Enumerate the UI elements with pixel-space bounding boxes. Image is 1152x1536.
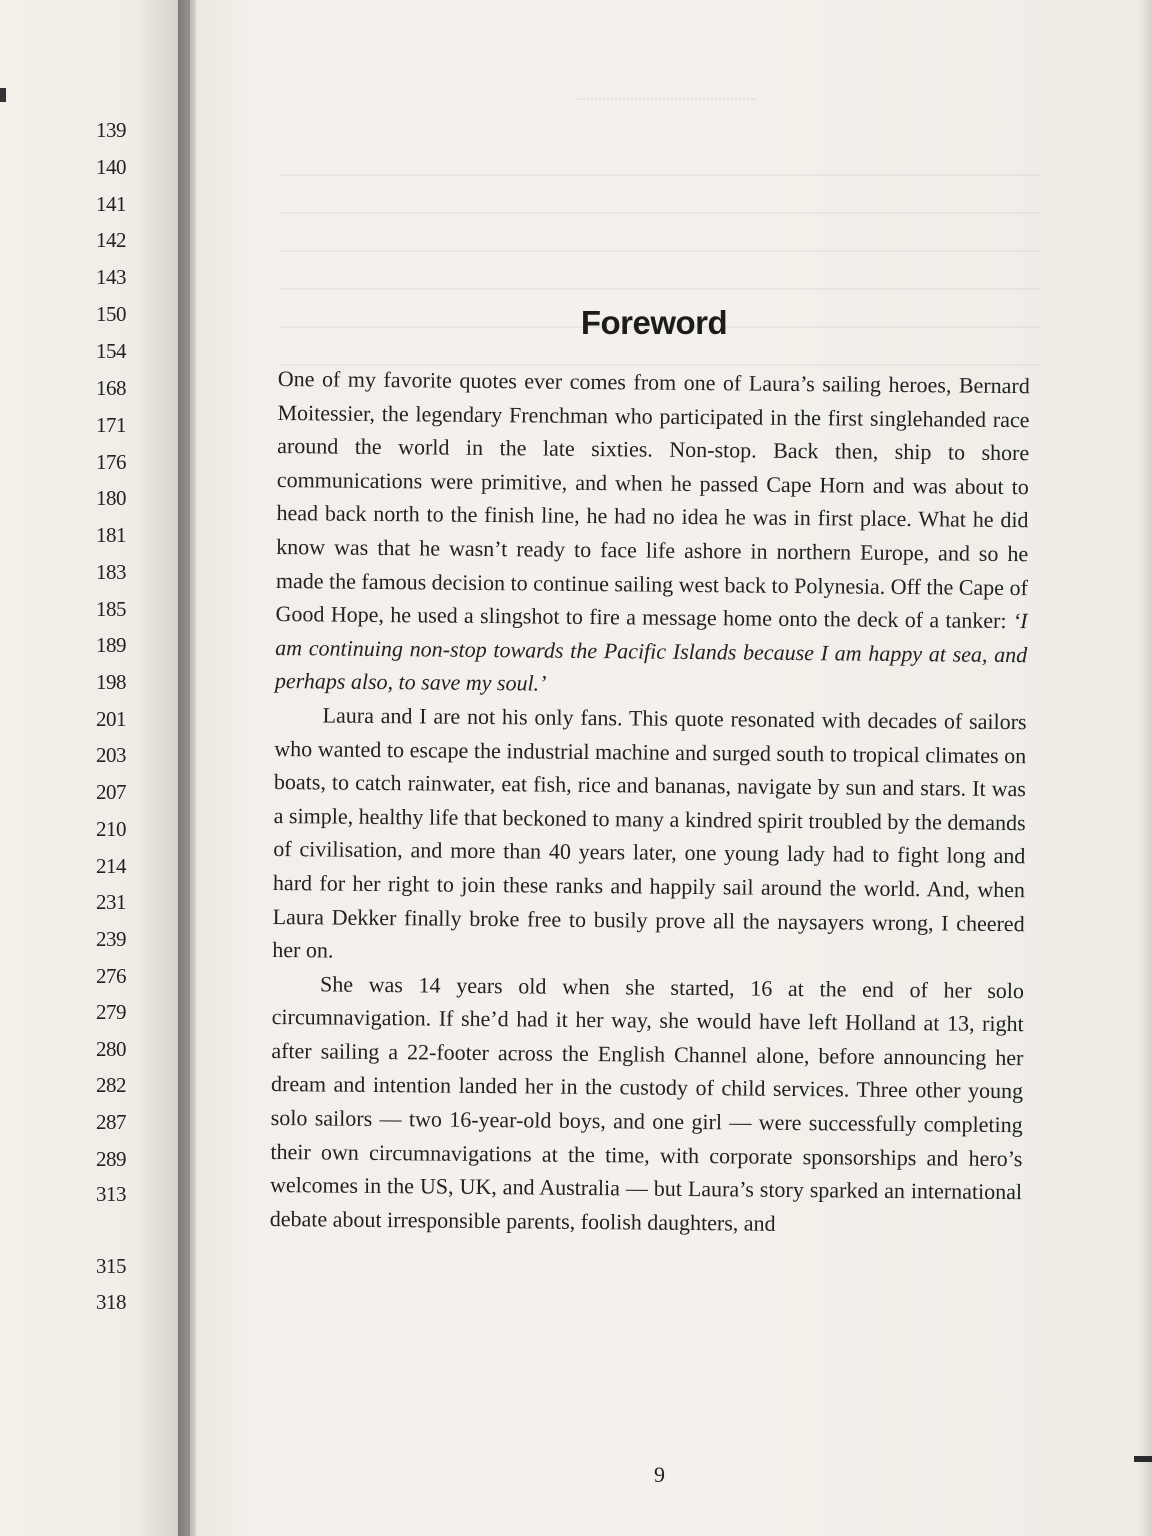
bleed-through-text: [280, 150, 1040, 378]
toc-page-number: 280: [96, 1037, 126, 1061]
toc-page-number: 176: [96, 450, 126, 474]
toc-page-number: 180: [96, 486, 126, 510]
toc-page-number: 171: [96, 413, 126, 437]
toc-page-number: 154: [96, 339, 126, 363]
toc-page-number: 141: [96, 192, 126, 216]
paragraph-1: [275, 362, 1030, 705]
toc-page-number: 315: [96, 1254, 126, 1278]
toc-page-number: 201: [96, 707, 126, 731]
toc-page-number: 207: [96, 780, 126, 804]
toc-page-number: 143: [96, 265, 126, 289]
toc-page-number: 282: [96, 1073, 126, 1097]
toc-page-number: 189: [96, 633, 126, 657]
toc-page-number: 140: [96, 155, 126, 179]
chapter-title: Foreword: [580, 304, 728, 342]
toc-page-number: 313: [96, 1182, 126, 1206]
toc-page-number: 139: [96, 118, 126, 142]
toc-page-number: 198: [96, 670, 126, 694]
moitessier-quote: ‘I am continuing non-stop towards the Pacific Islands because I am happy at sea, and perhaps also, to save my soul.’: [274, 608, 1028, 696]
toc-page-number: 168: [96, 376, 126, 400]
toc-page-number: 214: [96, 854, 126, 878]
toc-page-number: 289: [96, 1147, 126, 1171]
toc-page-number: 142: [96, 228, 126, 252]
paragraph-2: Laura and I are not his only fans. This quote resonated with decades of sailors who wanted to escape the industrial machine and surged south to tropical climates on boats, to catch rainwater, eat fish, rice and bananas, navigate by sun and stars. It was a simple, healthy life that beckoned to many a kindred spirit troubled by the demands of civilisation, and more than 40 years later, one young lady had to fight long and hard for her right to join these ranks and happily sail around the world. And, when Laura Dekker finally broke free to busily prove all the naysayers wrong, I cheered her on.: [272, 702, 1027, 963]
bleed-through-running-head: [576, 88, 756, 100]
toc-page-number: 181: [96, 523, 126, 547]
toc-page-number: 318: [96, 1290, 126, 1314]
toc-page-number: 203: [96, 743, 126, 767]
toc-page-number: 183: [96, 560, 126, 584]
paragraph-1-text: One of my favorite quotes ever comes from one of Laura’s sailing heroes, Bernard Moitessier, the legendary Frenchman who participated in the first singlehanded race around the world in the late sixties. Non-stop. Back then, ship to shore communications were primitive, and when he passed Cape Horn and was about to head back north to the finish line, he had no idea he was in first place. What he did know was that he wasn’t ready to face life ashore in northern Europe, and so he made the famous decision to continue sailing west back to Polynesia. Off the Cape of Good Hope, he used a slingshot to fire a message home onto the deck of a tanker:: [275, 365, 1030, 634]
toc-page-number: 239: [96, 927, 126, 951]
toc-page-number: 276: [96, 964, 126, 988]
toc-page-number: 231: [96, 890, 126, 914]
toc-page-number: 150: [96, 302, 126, 326]
toc-page-number: 210: [96, 817, 126, 841]
toc-page-number: 279: [96, 1000, 126, 1024]
page-number: 9: [654, 1462, 665, 1487]
toc-page-number: 287: [96, 1110, 126, 1134]
toc-page-number: 185: [96, 597, 126, 621]
paragraph-3: She was 14 years old when she started, 16 at the end of her solo circumnavigation. If she’d had it her way, she would have left Holland at 13, right after sailing a 22-footer across the English Channel alone, before announcing her dream and intention landed her in the custody of child services. Three other young solo sailors — two 16-year-old boys, and one girl — were successfully completing their own circumnavigations at the time, with corporate sponsorships and hero’s welcomes in the US, UK, and Australia — but Laura’s story sparked an international debate about irresponsible parents, foolish daughters, and: [269, 971, 1025, 1236]
edge-mark: [1134, 1456, 1152, 1462]
foreword-body: [270, 362, 1030, 1243]
left-edge-mark: [0, 88, 6, 102]
page-edge: [1138, 0, 1152, 1536]
right-page: [196, 0, 1152, 1536]
left-page: [0, 0, 190, 1536]
